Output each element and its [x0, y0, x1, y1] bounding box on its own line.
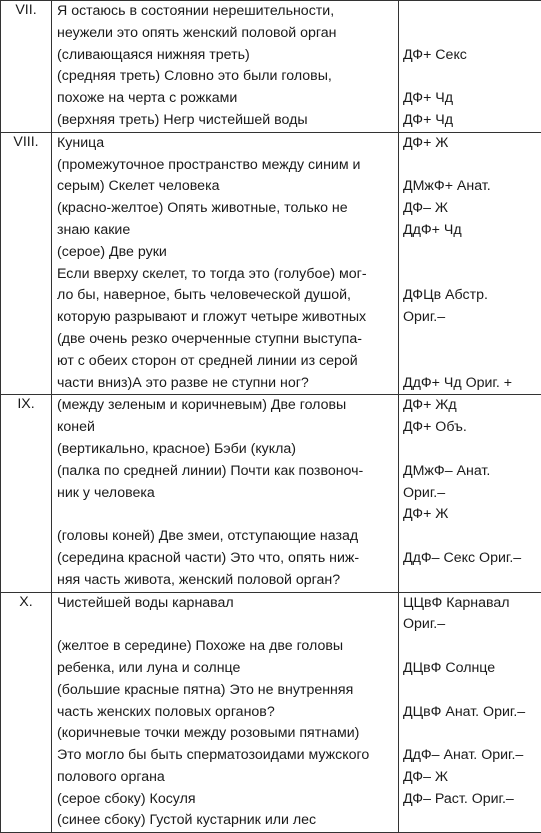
code-line — [399, 810, 541, 832]
code-line: ДдФ+ Чд — [399, 220, 541, 242]
code-line — [399, 526, 541, 548]
response-line: части вниз)А это разве не ступни ног? — [52, 373, 398, 395]
code-line: ДФ+ Секс — [399, 45, 541, 67]
response-line: (желтое в середине) Похоже на две головы — [52, 636, 398, 658]
response-text — [52, 132, 399, 395]
table-row — [1, 395, 541, 592]
code-line: ДФ+ Чд — [399, 110, 541, 132]
code-line: ДдФ+ Чд Ориг. + — [399, 373, 541, 395]
card-number: X. — [1, 592, 52, 833]
response-line: (серое) Две руки — [52, 242, 398, 264]
scoring-codes — [399, 395, 541, 592]
code-line: ДдФ– Секс Ориг.– — [399, 548, 541, 570]
code-line — [399, 264, 541, 286]
response-line: (головы коней) Две змеи, отступающие назад — [52, 526, 398, 548]
response-line: (между зеленым и коричневым) Две головы — [52, 395, 398, 417]
code-line — [399, 636, 541, 658]
response-line: (коричневые точки между розовыми пятнами) — [52, 723, 398, 745]
response-line: (две очень резко очерченные ступни выступа- — [52, 329, 398, 351]
response-line: Если вверху скелет, то тогда это (голубое) мог- — [52, 264, 398, 286]
code-line: ЦЦвФ Карнавал — [399, 593, 541, 615]
response-text — [52, 1, 399, 133]
code-line: ДФ+ Жд — [399, 395, 541, 417]
response-line: Чистейшей воды карнавал — [52, 593, 398, 615]
scoring-codes — [399, 132, 541, 395]
response-line: (большие красные пятна) Это не внутренняя — [52, 680, 398, 702]
response-line: (сливающаяся нижняя треть) — [52, 45, 398, 67]
card-number: VIII. — [1, 132, 52, 395]
response-line: часть женских половых органов? — [52, 702, 398, 724]
response-line: ло бы, наверное, быть человеческой душой, — [52, 285, 398, 307]
response-line: ник у человека — [52, 483, 398, 505]
code-line — [399, 1, 541, 23]
code-line: Ориг.– — [399, 614, 541, 636]
code-line — [399, 66, 541, 88]
response-line — [52, 614, 398, 636]
response-line: Куница — [52, 133, 398, 155]
code-line — [399, 23, 541, 45]
response-line: ребенка, или луна и солнце — [52, 658, 398, 680]
response-text — [52, 592, 399, 833]
card-number: VII. — [1, 1, 52, 133]
code-line: ДМжФ– Анат. — [399, 461, 541, 483]
response-line: ют с обеих сторон от средней линии из серой — [52, 351, 398, 373]
code-line: ДМжФ+ Анат. — [399, 176, 541, 198]
code-line: ДЦвФ Анат. Ориг.– — [399, 702, 541, 724]
code-line: ДФ+ Чд — [399, 88, 541, 110]
code-line: ДФ+ Объ. — [399, 417, 541, 439]
scoring-codes — [399, 592, 541, 833]
table-row — [1, 1, 541, 133]
response-text — [52, 395, 399, 592]
code-line: ДФ+ Ж — [399, 504, 541, 526]
response-line: знаю какие — [52, 220, 398, 242]
response-line: няя часть живота, женский половой орган? — [52, 570, 398, 592]
response-line: полового органа — [52, 767, 398, 789]
card-number: IX. — [1, 395, 52, 592]
scoring-codes — [399, 1, 541, 133]
response-line: (серое сбоку) Косуля — [52, 789, 398, 811]
response-line: Я остаюсь в состоянии нерешительности, — [52, 1, 398, 23]
response-line: серым) Скелет человека — [52, 176, 398, 198]
code-line — [399, 155, 541, 177]
table-row — [1, 592, 541, 833]
response-line: неужели это опять женский половой орган — [52, 23, 398, 45]
code-line: ДФ+ Ж — [399, 133, 541, 155]
response-line: (вертикально, красное) Бэби (кукла) — [52, 439, 398, 461]
response-line: (средняя треть) Словно это были головы, — [52, 66, 398, 88]
response-line: Это могло бы быть сперматозоидами мужского — [52, 745, 398, 767]
response-line: (синее сбоку) Густой кустарник или лес — [52, 810, 398, 832]
code-line — [399, 242, 541, 264]
code-line — [399, 723, 541, 745]
code-line: ДдФ– Анат. Ориг.– — [399, 745, 541, 767]
response-line: (промежуточное пространство между синим и — [52, 155, 398, 177]
response-line: (красно-желтое) Опять животные, только не — [52, 198, 398, 220]
code-line — [399, 570, 541, 592]
response-line: коней — [52, 417, 398, 439]
code-line: Ориг.– — [399, 483, 541, 505]
code-line: ДФ– Ж — [399, 198, 541, 220]
code-line — [399, 329, 541, 351]
code-line: ДФ– Раст. Ориг.– — [399, 789, 541, 811]
code-line: ДФЦв Абстр. — [399, 285, 541, 307]
code-line — [399, 439, 541, 461]
code-line — [399, 351, 541, 373]
response-line: (верхняя треть) Негр чистейшей воды — [52, 110, 398, 132]
code-line: Ориг.– — [399, 307, 541, 329]
response-line: (середина красной части) Это что, опять ниж- — [52, 548, 398, 570]
code-line: ДЦвФ Солнце — [399, 658, 541, 680]
table-row — [1, 132, 541, 395]
response-line: похоже на черта с рожками — [52, 88, 398, 110]
response-line: (палка по средней линии) Почти как позвоноч- — [52, 461, 398, 483]
response-line: которую разрывают и гложут четыре животных — [52, 307, 398, 329]
response-line — [52, 504, 398, 526]
code-line: ДФ– Ж — [399, 767, 541, 789]
code-line — [399, 680, 541, 702]
